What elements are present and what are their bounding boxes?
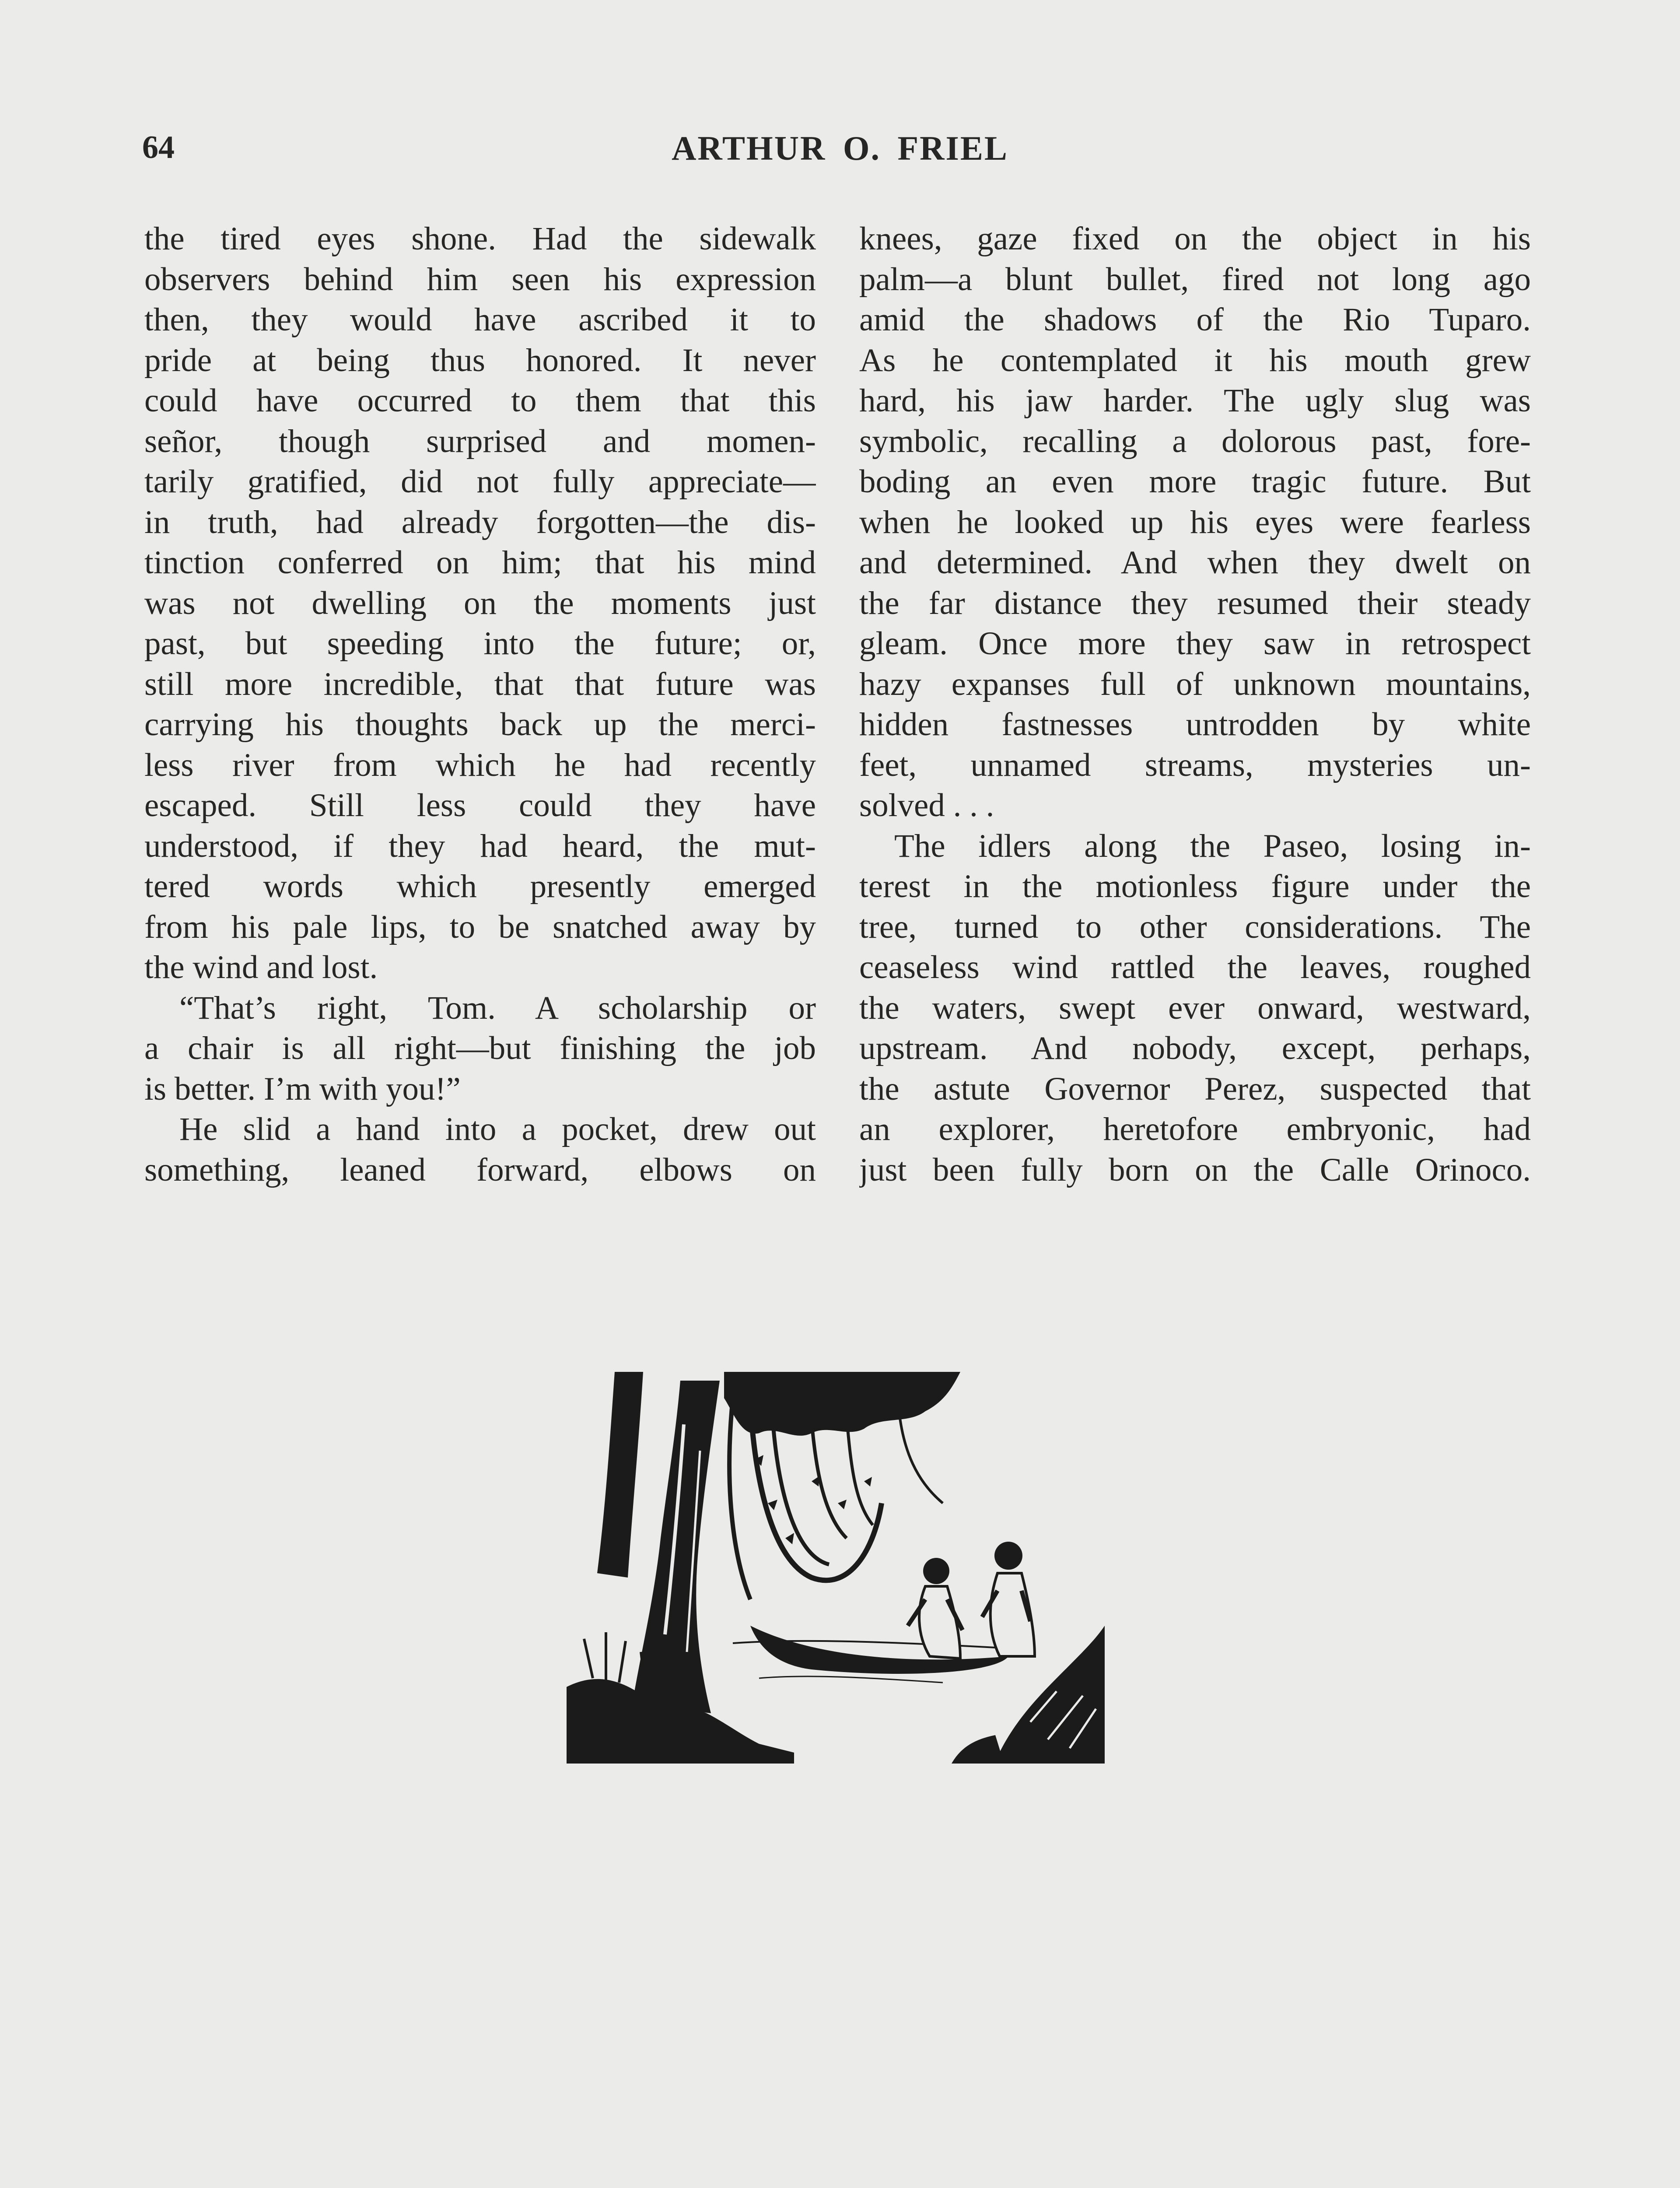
text-line: and determined. And when they dwelt on <box>859 544 1531 581</box>
text-line: tered words which presently emerged <box>144 868 816 905</box>
text-line: the astute Governor Perez, suspected that <box>859 1070 1531 1107</box>
text-line: upstream. And nobody, except, perhaps, <box>859 1030 1531 1066</box>
text-line: “That’s right, Tom. A scholarship or <box>179 989 816 1026</box>
text-line: something, leaned forward, elbows on <box>144 1151 816 1188</box>
right-column <box>859 219 1531 1190</box>
text-line: understood, if they had heard, the mut- <box>144 828 816 864</box>
text-line: then, they would have ascribed it to <box>144 302 816 338</box>
text-line: gleam. Once more they saw in retrospect <box>859 625 1531 662</box>
text-line: still more incredible, that that future was <box>144 666 816 702</box>
text-line: terest in the motionless figure under the <box>859 868 1531 905</box>
text-line: was not dwelling on the moments just <box>144 585 816 621</box>
text-line: symbolic, recalling a dolorous past, fore- <box>859 423 1531 459</box>
text-line: a chair is all right—but finishing the job <box>144 1030 816 1066</box>
text-line: tinction conferred on him; that his mind <box>144 544 816 581</box>
text-line: pride at being thus honored. It never <box>144 342 816 379</box>
text-line: the waters, swept ever onward, westward, <box>859 989 1531 1026</box>
text-line: boding an even more tragic future. But <box>859 463 1531 500</box>
left-column <box>144 219 816 1190</box>
text-line: less river from which he had recently <box>144 747 816 783</box>
text-line: hazy expanses full of unknown mountains, <box>859 666 1531 702</box>
text-line: in truth, had already forgotten—the dis- <box>144 504 816 540</box>
text-line: palm—a blunt bullet, fired not long ago <box>859 261 1531 298</box>
text-line: an explorer, heretofore embryonic, had <box>859 1111 1531 1147</box>
text-line: escaped. Still less could they have <box>144 787 816 824</box>
text-line: is better. I’m with you!” <box>144 1070 461 1107</box>
jungle-canoe-illustration <box>567 1372 1105 1764</box>
text-line: when he looked up his eyes were fearless <box>859 504 1531 540</box>
text-line: tree, turned to other considerations. The <box>859 908 1531 945</box>
text-line: observers behind him seen his expression <box>144 261 816 298</box>
text-line: The idlers along the Paseo, losing in- <box>894 828 1531 864</box>
text-line: from his pale lips, to be snatched away by <box>144 908 816 945</box>
text-line: the wind and lost. <box>144 949 378 985</box>
text-line: knees, gaze fixed on the object in his <box>859 221 1531 257</box>
text-line: señor, though surprised and momen- <box>144 423 816 459</box>
running-head: ARTHUR O. FRIEL <box>672 129 1008 167</box>
text-line: He slid a hand into a pocket, drew out <box>179 1111 816 1147</box>
text-line: could have occurred to them that this <box>144 382 816 419</box>
text-line: solved . . . <box>859 787 994 824</box>
text-line: carrying his thoughts back up the merci- <box>144 706 816 743</box>
text-line: tarily gratified, did not fully appreciate— <box>144 463 816 500</box>
text-line: past, but speeding into the future; or, <box>144 625 816 662</box>
text-line: feet, unnamed streams, mysteries un- <box>859 747 1531 783</box>
text-line: just been fully born on the Calle Orinoco. <box>859 1151 1531 1188</box>
text-line: hard, his jaw harder. The ugly slug was <box>859 382 1531 419</box>
text-line: hidden fastnesses untrodden by white <box>859 706 1531 743</box>
text-line: the far distance they resumed their steady <box>859 585 1531 621</box>
text-line: As he contemplated it his mouth grew <box>859 342 1531 379</box>
text-line: ceaseless wind rattled the leaves, roughed <box>859 949 1531 985</box>
page-number: 64 <box>142 130 175 165</box>
text-line: the tired eyes shone. Had the sidewalk <box>144 221 816 257</box>
text-line: amid the shadows of the Rio Tuparo. <box>859 302 1531 338</box>
